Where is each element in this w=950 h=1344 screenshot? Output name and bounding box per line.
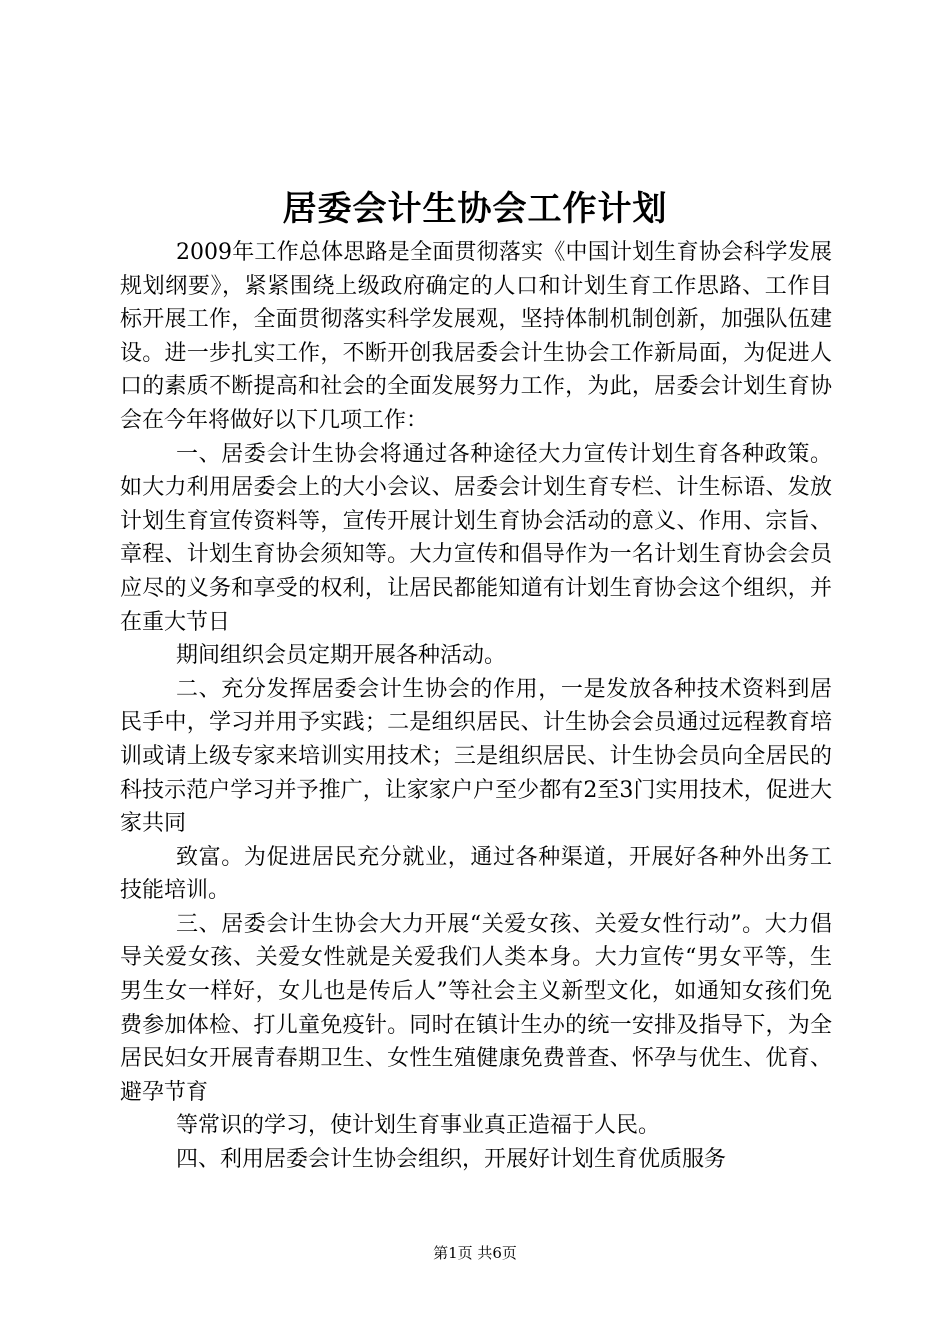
page-footer: 第1页 共6页 (433, 1244, 517, 1262)
paragraph-item-2-continued: 致富。为促进居民充分就业，通过各种渠道，开展好各种外出务工技能培训。 (120, 844, 832, 904)
paragraph-item-2: 二、充分发挥居委会计生协会的作用，一是发放各种技术资料到居民手中，学习并用予实践；二是组织居民、计生协会会员通过远程教育培训或请上级专家来培训实用技术；三是组织居民、计生协会员向全居民的科技示范户学习并予推广，让家家户户至少都有2至3门实用技术，促进大家共同 (120, 676, 832, 837)
paragraph-item-1-continued: 期间组织会员定期开展各种活动。 (176, 643, 507, 669)
paragraph-item-1: 一、居委会计生协会将通过各种途径大力宣传计划生育各种政策。如大力利用居委会上的大小会议、居委会计划生育专栏、计生标语、发放计划生育宣传资料等，宣传开展计划生育协会活动的意义、作用、宗旨、章程、计划生育协会须知等。大力宣传和倡导作为一名计划生育协会会员应尽的义务和享受的权利，让居民都能知道有计划生育协会这个组织，并在重大节日 (120, 441, 832, 635)
paragraph-intro: 2009年工作总体思路是全面贯彻落实《中国计划生育协会科学发展规划纲要》，紧紧围绕上级政府确定的人口和计划生育工作思路、工作目标开展工作，全面贯彻落实科学发展观，坚持体制机制创新，加强队伍建设。进一步扎实工作，不断开创我居委会计生协会工作新局面，为促进人口的素质不断提高和社会的全面发展努力工作，为此，居委会计划生育协会在今年将做好以下几项工作： (120, 240, 832, 433)
paragraph-item-3: 三、居委会计生协会大力开展“关爱女孩、关爱女性行动”。大力倡导关爱女孩、关爱女性就是关爱我们人类本身。大力宣传“男女平等，生男生女一样好，女儿也是传后人”等社会主义新型文化，如通知女孩们免费参加体检、打儿童免疫针。同时在镇计生办的统一安排及指导下，为全居民妇女开展青春期卫生、女性生殖健康免费普查、怀孕与优生、优育、避孕节育 (120, 911, 832, 1105)
document-body (120, 236, 832, 1177)
paragraph-item-3-continued: 等常识的学习，使计划生育事业真正造福于人民。 (176, 1113, 661, 1139)
paragraph-item-4: 四、利用居委会计生协会组织，开展好计划生育优质服务 (176, 1147, 727, 1173)
document-title: 居委会计生协会工作计划 (282, 189, 668, 229)
